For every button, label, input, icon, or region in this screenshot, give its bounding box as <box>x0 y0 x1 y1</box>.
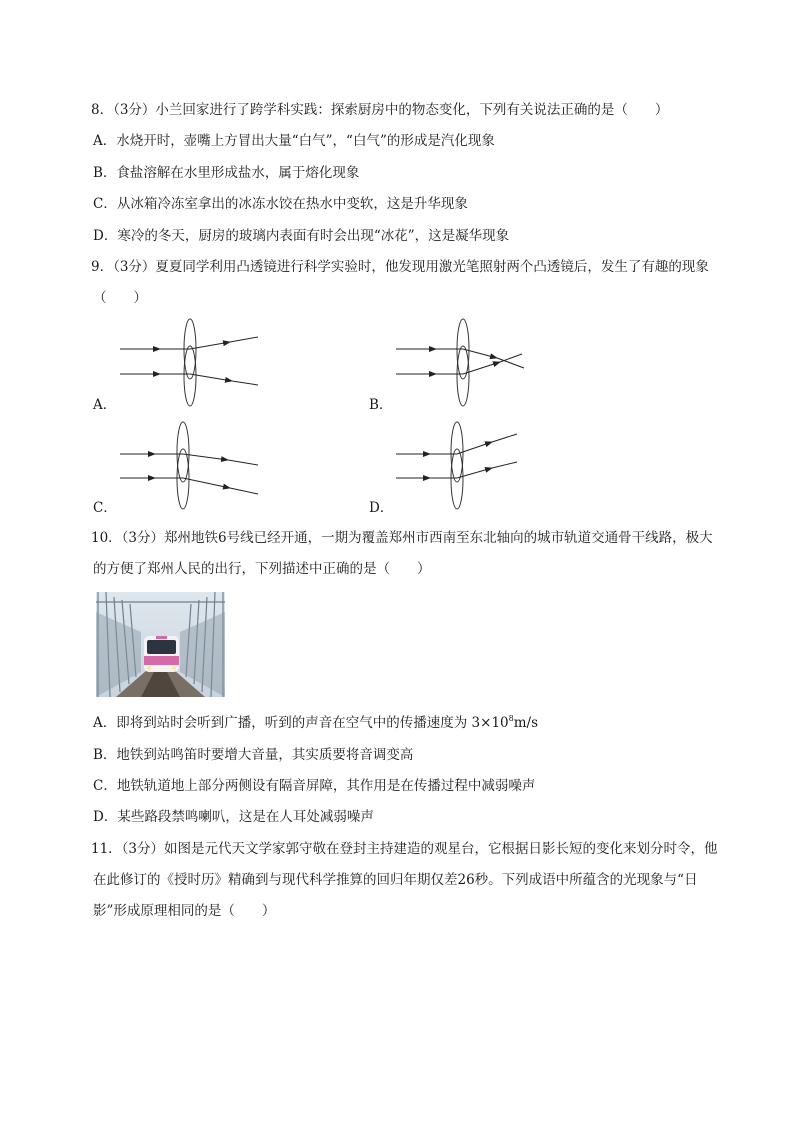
question-8-option-b[interactable]: B．食盐溶解在水里形成盐水，属于熔化现象 <box>93 165 360 181</box>
question-11-stem: 11．（3分）如图是元代天文学家郭守敬在登封主持建造的观星台，它根据日影长短的变化来划分时令，他 <box>91 841 718 857</box>
diagram-a[interactable] <box>120 319 258 406</box>
question-10-option-a[interactable] <box>93 714 538 732</box>
diagram-b[interactable] <box>396 319 524 406</box>
question-10-stem-continued: 的方便了郑州人民的出行，下列描述中正确的是（ ） <box>93 561 431 577</box>
question-10-option-a-unit: m/s <box>513 715 538 731</box>
question-8-option-c[interactable]: C．从冰箱冷冻室拿出的冰冻水饺在热水中变软，这是升华现象 <box>93 196 468 212</box>
diagram-c[interactable] <box>120 422 258 509</box>
question-9-stem-continued: （ ） <box>93 290 147 306</box>
diagram-d[interactable] <box>396 422 517 509</box>
question-9-option-b-label[interactable]: B． <box>369 397 393 413</box>
question-9-option-d-label[interactable]: D． <box>369 500 394 516</box>
question-8-option-d[interactable]: D．寒冷的冬天，厨房的玻璃内表面有时会出现“冰花”，这是凝华现象 <box>93 228 510 244</box>
question-10-option-d[interactable]: D．某些路段禁鸣喇叭，这是在人耳处减弱噪声 <box>93 809 374 825</box>
question-9-option-a-label[interactable]: A． <box>93 397 117 413</box>
question-10-option-c[interactable]: C．地铁轨道地上部分两侧设有隔音屏障，其作用是在传播过程中减弱噪声 <box>93 778 536 794</box>
question-10-stem: 10．（3分）郑州地铁6号线已经开通，一期为覆盖郑州市西南至东北轴向的城市轨道交通骨干线路，极大 <box>91 530 713 546</box>
question-9-stem: 9．（3分）夏夏同学利用凸透镜进行科学实验时，他发现用激光笔照射两个凸透镜后，发生了有趣的现象 <box>91 259 709 275</box>
question-8-option-a[interactable]: A．水烧开时，壶嘴上方冒出大量“白气”，“白气”的形成是汽化现象 <box>93 133 495 149</box>
question-11-stem-continued-2: 影”形成原理相同的是（ ） <box>93 903 276 919</box>
exponent: 8 <box>508 714 514 723</box>
question-10-option-b[interactable]: B．地铁到站鸣笛时要增大音量，其实质要将音调变高 <box>93 747 414 763</box>
question-8-stem: 8．（3分）小兰回家进行了跨学科实践：探索厨房中的物态变化，下列有关说法正确的是（ ） <box>91 102 669 118</box>
metro-train-photo <box>96 592 225 697</box>
question-9-option-c-label[interactable]: C． <box>93 500 117 516</box>
question-10-option-a-text: A．即将到站时会听到广播，听到的声音在空气中的传播速度为 3×10 <box>93 715 509 731</box>
question-11-stem-continued-1: 在此修订的《授时历》精确到与现代科学推算的回归年期仅差26秒。下列成语中所蕴含的光现象与“日 <box>93 872 698 888</box>
